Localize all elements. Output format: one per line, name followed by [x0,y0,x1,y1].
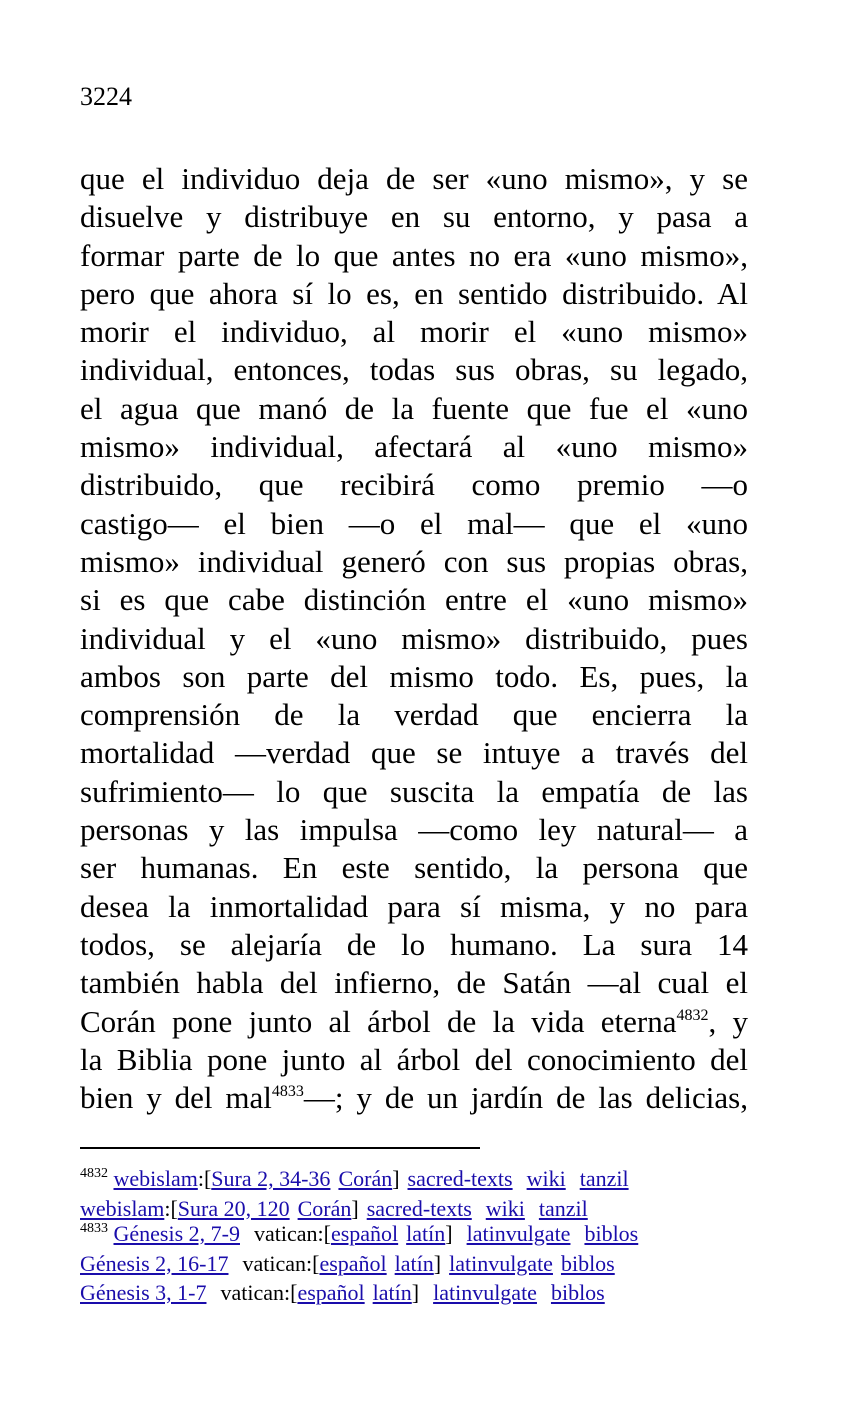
vatican-label: vatican:[ [253,1221,331,1246]
webislam-link[interactable]: webislam [113,1166,198,1191]
page-number: 3224 [80,82,132,111]
body-line: disuelve y distribuye en su entorno, y pasa a [80,199,748,235]
biblos-link[interactable]: biblos [584,1221,639,1246]
body-line: mortalidad —verdad que se intuye a través del [80,735,748,771]
body-line: el agua que manó de la fuente que fue el «uno [80,390,748,426]
body-line: formar parte de lo que antes no era «uno mismo», [80,237,748,273]
body-line: comprensión de la verdad que encierra la [80,697,748,733]
body-line: ser humanas. En este sentido, la persona que [80,850,748,886]
body-line: individual y el «uno mismo» distribuido, pues [80,620,748,656]
bracket-text: ] [433,1250,442,1276]
body-line: castigo— el bien —o el mal— que el «uno [80,505,748,541]
body-line: mismo» individual, afectará al «uno mismo» [80,429,748,465]
genesis-link[interactable]: Génesis 2, 7-9 [113,1221,240,1246]
body-line: pero que ahora sí lo es, en sentido distribuido. Al [80,275,748,311]
footnote-number: 4832 [80,1166,108,1181]
sura-link[interactable]: Sura 2, 34-36 [211,1166,331,1191]
body-line: si es que cabe distinción entre el «uno mismo» [80,582,748,618]
footnote-separator [80,1147,480,1149]
coran-link[interactable]: Corán [338,1166,393,1191]
bracket-text: ] [351,1195,359,1221]
vatican-label: vatican:[ [242,1250,320,1276]
bracket-text: :[ [164,1195,178,1221]
body-line: sufrimiento— lo que suscita la empatía de las [80,773,748,809]
tanzil-link[interactable]: tanzil [538,1195,588,1221]
body-line-with-footnote-ref [80,1003,748,1041]
biblos-link[interactable]: biblos [550,1280,605,1305]
latin-link[interactable]: latín [406,1221,446,1246]
body-text-fragment: bien y del mal [80,1080,272,1116]
body-line-with-footnote-ref [80,1079,748,1117]
latinvulgate-link[interactable]: latinvulgate [433,1280,537,1305]
espanol-link[interactable]: español [330,1221,399,1246]
tanzil-link[interactable]: tanzil [579,1166,629,1191]
biblos-link[interactable]: biblos [560,1250,615,1276]
body-text-fragment: —; y de un jardín de las delicias, [303,1080,748,1116]
footnote-ref-4833: 4833 [271,1083,304,1101]
body-line: individual, entonces, todas sus obras, su legado, [80,352,748,388]
body-line: mismo» individual generó con sus propias obras, [80,543,748,579]
body-line: la Biblia pone junto al árbol del conocimiento del [80,1041,748,1077]
footnote-4833-line [80,1278,780,1308]
espanol-link[interactable]: español [297,1280,365,1305]
body-line: distribuido, que recibirá como premio —o [80,467,748,503]
latin-link[interactable]: latín [372,1280,412,1305]
bracket-text: :[ [197,1166,212,1191]
body-line: que el individuo deja de ser «uno mismo», y se [80,161,748,196]
genesis-link[interactable]: Génesis 3, 1-7 [80,1280,207,1305]
wiki-link[interactable]: wiki [485,1195,525,1221]
sura-link[interactable]: Sura 20, 120 [177,1195,290,1221]
footnote-4833-line [80,1249,780,1279]
body-line: ambos son parte del mismo todo. Es, pues, la [80,658,748,694]
body-line: desea la inmortalidad para sí misma, y no para [80,888,748,924]
body-text-fragment: Corán pone junto al árbol de la vida eterna [80,1003,677,1039]
footnotes [80,1164,780,1308]
body-text-fragment: , y [708,1003,749,1039]
latin-link[interactable]: latín [394,1250,434,1276]
sacred-texts-link[interactable]: sacred-texts [366,1195,472,1221]
coran-link[interactable]: Corán [297,1195,352,1221]
footnote-4833-line [80,1219,780,1249]
body-line: morir el individuo, al morir el «uno mismo» [80,314,748,350]
espanol-link[interactable]: español [319,1250,387,1276]
footnote-number: 4833 [80,1221,108,1236]
body-line: también habla del infierno, de Satán —al cual el [80,965,748,1001]
bracket-text: ] [445,1221,453,1246]
wiki-link[interactable]: wiki [526,1166,566,1191]
body-line: personas y las impulsa —como ley natural— a [80,812,748,848]
footnote-4832-line [80,1164,780,1194]
webislam-link[interactable]: webislam [80,1195,165,1221]
body-line: todos, se alejaría de lo humano. La sura 14 [80,926,748,962]
footnote-ref-4832: 4832 [676,1006,709,1024]
genesis-link[interactable]: Génesis 2, 16-17 [80,1250,229,1276]
sacred-texts-link[interactable]: sacred-texts [407,1166,513,1191]
latinvulgate-link[interactable]: latinvulgate [466,1221,571,1246]
bracket-text: ] [392,1166,400,1191]
latinvulgate-link[interactable]: latinvulgate [449,1250,553,1276]
vatican-label: vatican:[ [220,1280,298,1305]
body-text [80,160,748,1117]
bracket-text: ] [411,1280,420,1305]
